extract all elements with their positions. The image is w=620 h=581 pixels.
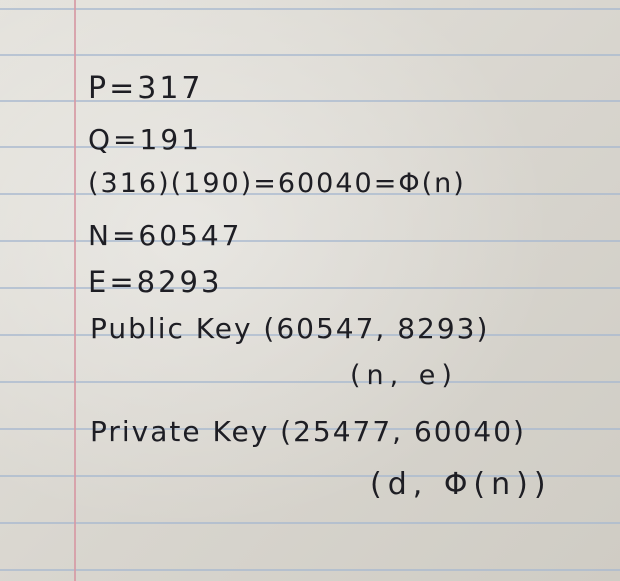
- handwritten-line-private-key-legend: (d, Φ(n)): [370, 467, 552, 502]
- handwritten-line-phi: (316)(190)=60040=Φ(n): [88, 168, 466, 199]
- ruled-line: [0, 8, 620, 10]
- handwritten-line-public-key: Public Key (60547, 8293): [90, 312, 490, 345]
- handwritten-line-n: N=60547: [88, 219, 243, 252]
- handwritten-line-private-key: Private Key (25477, 60040): [90, 415, 526, 448]
- ruled-line: [0, 54, 620, 56]
- margin-line: [74, 0, 76, 581]
- handwritten-line-q: Q=191: [88, 123, 202, 156]
- handwritten-line-p: P=317: [88, 71, 204, 106]
- ruled-line: [0, 381, 620, 383]
- ruled-line: [0, 569, 620, 571]
- handwritten-line-e: E=8293: [88, 265, 223, 299]
- ruled-line: [0, 522, 620, 524]
- handwritten-line-public-key-legend: (n, e): [350, 360, 458, 391]
